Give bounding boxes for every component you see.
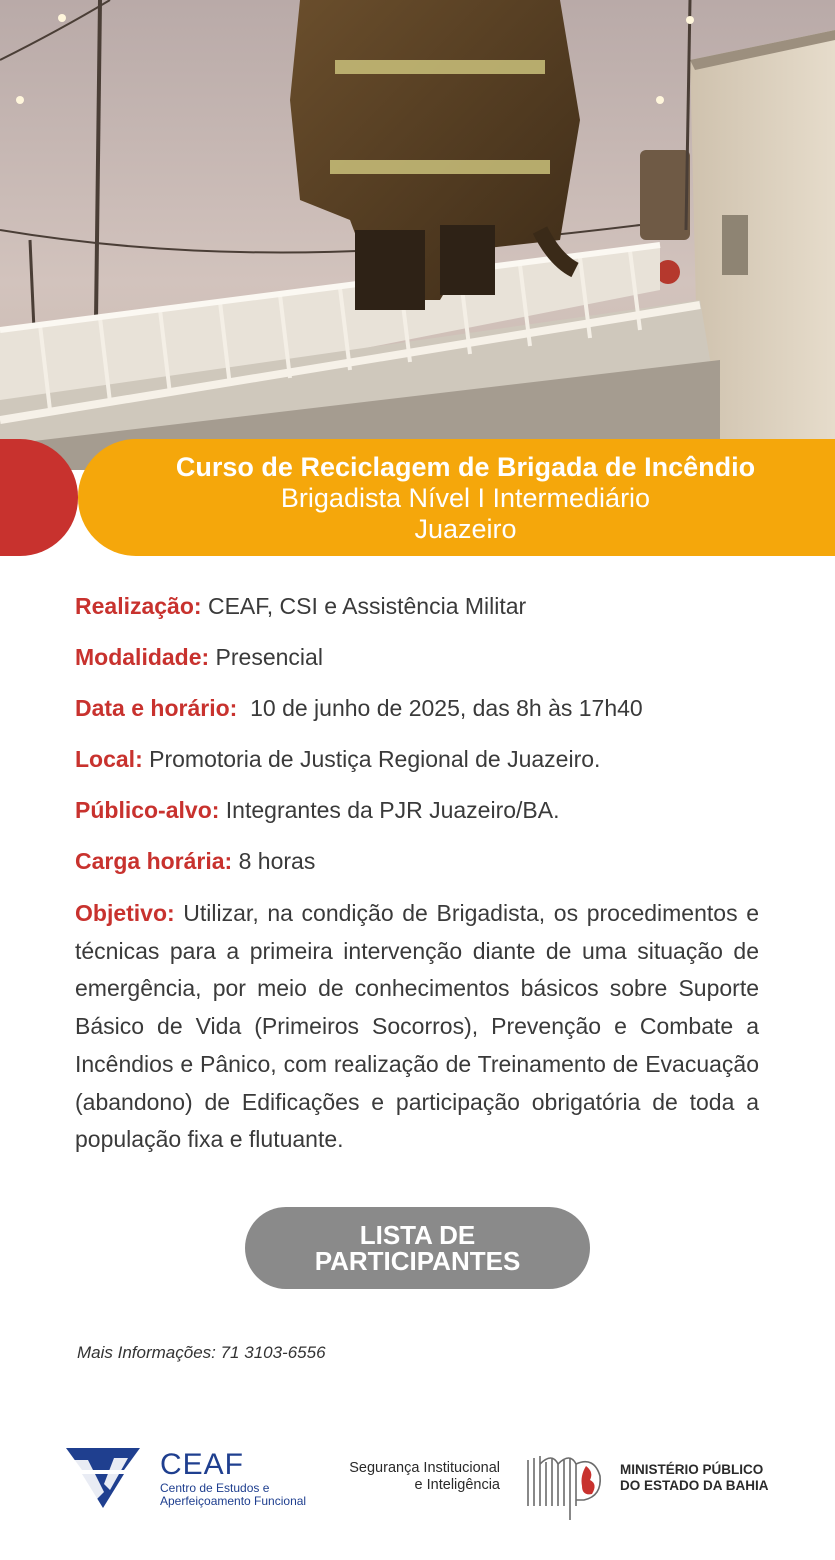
publico-label: Público-alvo:: [75, 797, 220, 823]
modalidade-value: Presencial: [209, 644, 323, 670]
hero-photo: [0, 0, 835, 470]
data-value: 10 de junho de 2025, das 8h às 17h40: [237, 695, 643, 721]
realizacao-row: [75, 588, 759, 639]
objetivo-value: Utilizar, na condição de Brigadista, os procedimentos e técnicas para a primeira intervenção diante de uma situação de emergência, por meio de conhecimentos básicos sobre Suporte Básico de Vida (Primeiros Socorros), Prevenção e Combate a Incêndios e Pânico, com realização de Treinamento de Evacuação (abandono) de Edificações e participação obrigatória de toda a população fixa e flutuante.: [75, 900, 759, 1153]
course-title: Curso de Reciclagem de Brigada de Incêndio: [175, 451, 756, 482]
local-value: Promotoria de Justiça Regional de Juazeiro.: [142, 746, 601, 772]
ceaf-subtitle: [160, 1482, 306, 1508]
data-row: [75, 690, 759, 741]
course-location: Juazeiro: [414, 513, 517, 544]
carga-value: 8 horas: [232, 848, 316, 874]
ceaf-sub-line2: Aperfeiçoamento Funcional: [160, 1494, 307, 1508]
course-subtitle: Brigadista Nível I Intermediário: [280, 482, 651, 513]
realizacao-value: CEAF, CSI e Assistência Militar: [201, 593, 527, 619]
footer-logos: [0, 1430, 835, 1530]
publico-row: [75, 792, 759, 843]
contact-info: Mais Informações: 71 3103-6556: [77, 1343, 326, 1362]
mp-name: [620, 1462, 769, 1494]
local-label: Local:: [75, 746, 143, 772]
seguranca-institucional: [318, 1460, 500, 1494]
data-label: Data e horário:: [75, 695, 238, 721]
modalidade-label: Modalidade:: [75, 644, 210, 670]
objetivo-paragraph: [75, 895, 759, 1159]
objetivo-label: Objetivo:: [75, 900, 175, 926]
carga-label: Carga horária:: [75, 848, 233, 874]
ceaf-sub-line1: Centro de Estudos e: [160, 1481, 270, 1495]
mp-line2: DO ESTADO DA BAHIA: [620, 1478, 769, 1493]
local-row: [75, 741, 759, 792]
participants-button-line1: LISTA DE: [359, 1220, 476, 1250]
seg-line1: Segurança Institucional: [349, 1460, 500, 1476]
mp-line1: MINISTÉRIO PÚBLICO: [620, 1462, 764, 1477]
realizacao-label: Realização:: [75, 593, 202, 619]
firefighter-ladder-photo: [0, 0, 835, 470]
ceaf-name: CEAF: [160, 1448, 245, 1481]
participants-list-button[interactable]: [245, 1207, 590, 1289]
modalidade-row: [75, 639, 759, 690]
course-details: [75, 588, 759, 1159]
carga-row: [75, 843, 759, 894]
publico-value: Integrantes da PJR Juazeiro/BA.: [219, 797, 560, 823]
participants-button-line2: PARTICIPANTES: [314, 1246, 521, 1276]
seg-line2: e Inteligência: [414, 1477, 500, 1493]
course-banner: [78, 439, 835, 556]
ceaf-logo-icon: [64, 1440, 142, 1510]
mp-bahia-logo-icon: [524, 1450, 610, 1522]
